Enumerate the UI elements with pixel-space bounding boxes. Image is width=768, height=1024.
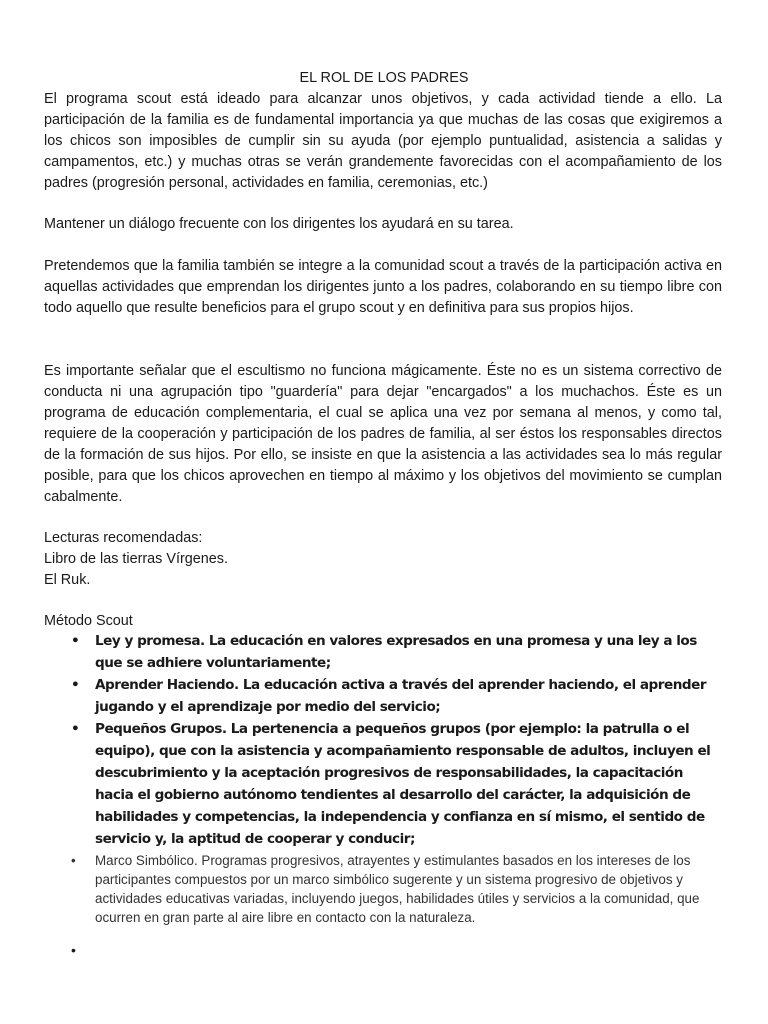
bullet-icon: •: [71, 853, 76, 868]
bullet-icon: •: [71, 942, 76, 958]
list-item-text: Aprender Haciendo. La educación activa a través del aprender haciendo, el aprender jugando y el aprendizaje por medio del servicio;: [95, 677, 707, 715]
paragraph-dialogue: Mantener un diálogo frecuente con los dirigentes los ayudará en su tarea.: [44, 216, 514, 232]
bullet-icon: •: [71, 721, 80, 737]
readings-section: [44, 528, 722, 591]
bullet-icon: •: [71, 633, 80, 649]
paragraph-importance: Es importante señalar que el escultismo no funciona mágicamente. Éste no es un sistema correctivo de conducta ni una agrupación tipo "guardería" para dejar "encargados" a los muchachos. Éste es un programa de educación complementaria, el cual se aplica una vez por semana al menos, y como tal, requiere de la cooperación y participación de los padres de familia, al ser éstos los responsables directos de la formación de sus hijos. Por ello, se insiste en que la asistencia a las actividades sea lo más regular posible, para que los chicos aprovechen en tiempo al máximo y los objetivos del movimiento se cumplan cabalmente.: [44, 363, 722, 505]
reading-item: El Ruk.: [44, 572, 91, 588]
list-item: [44, 718, 724, 850]
list-item-empty: [44, 939, 724, 961]
list-item-text: Ley y promesa. La educación en valores expresados en una promesa y una ley a los que se adhiere voluntariamente;: [95, 633, 697, 671]
reading-item: Libro de las tierras Vírgenes.: [44, 551, 228, 567]
list-item-text: Marco Simbólico. Programas progresivos, atrayentes y estimulantes basados en los intereses de los participantes compuestos por un marco simbólico sugerente y un sistema progresivo de objetivos y actividades educativas variadas, incluyendo juegos, habilidades útiles y servicios a la comunidad, que ocurren en gran parte al aire libre en contacto con la naturaleza.: [95, 853, 700, 925]
list-item-text: Pequeños Grupos. La pertenencia a pequeños grupos (por ejemplo: la patrulla o el equipo), que con la asistencia y acompañamiento responsable de adultos, incluyen el descubrimiento y la aceptación progresivos de responsabilidades, la capacitación hacia el gobierno autónomo tendientes al desarrollo del carácter, la adquisición de habilidades y competencias, la independencia y confianza en sí mismo, el sentido de servicio y, la aptitud de cooperar y conducir;: [95, 721, 711, 847]
paragraph-family: Pretendemos que la familia también se integre a la comunidad scout a través de la participación activa en aquellas actividades que emprendan los dirigentes junto a los padres, colaborando en su tiempo libre con todo aquello que resulte beneficios para el grupo scout y en definitiva para sus propios hijos.: [44, 258, 722, 316]
document-title: EL ROL DE LOS PADRES: [299, 70, 469, 86]
readings-heading: Lecturas recomendadas:: [44, 530, 203, 546]
method-heading: Método Scout: [44, 613, 133, 629]
bullet-icon: •: [71, 677, 80, 693]
list-item: [44, 630, 724, 674]
paragraph-intro: El programa scout está ideado para alcanzar unos objetivos, y cada actividad tiende a ello. La participación de la familia es de fundamental importancia ya que muchas de las cosas que exigiremos a los chicos son imposibles de cumplir sin su ayuda (por ejemplo puntualidad, asistencia a salidas y campamentos, etc.) y muchas otras se verán grandemente favorecidas con el acompañamiento de los padres (progresión personal, actividades en familia, ceremonias, etc.): [44, 91, 722, 191]
list-item: [44, 674, 724, 718]
method-list: [44, 630, 724, 961]
list-item: [44, 851, 724, 927]
